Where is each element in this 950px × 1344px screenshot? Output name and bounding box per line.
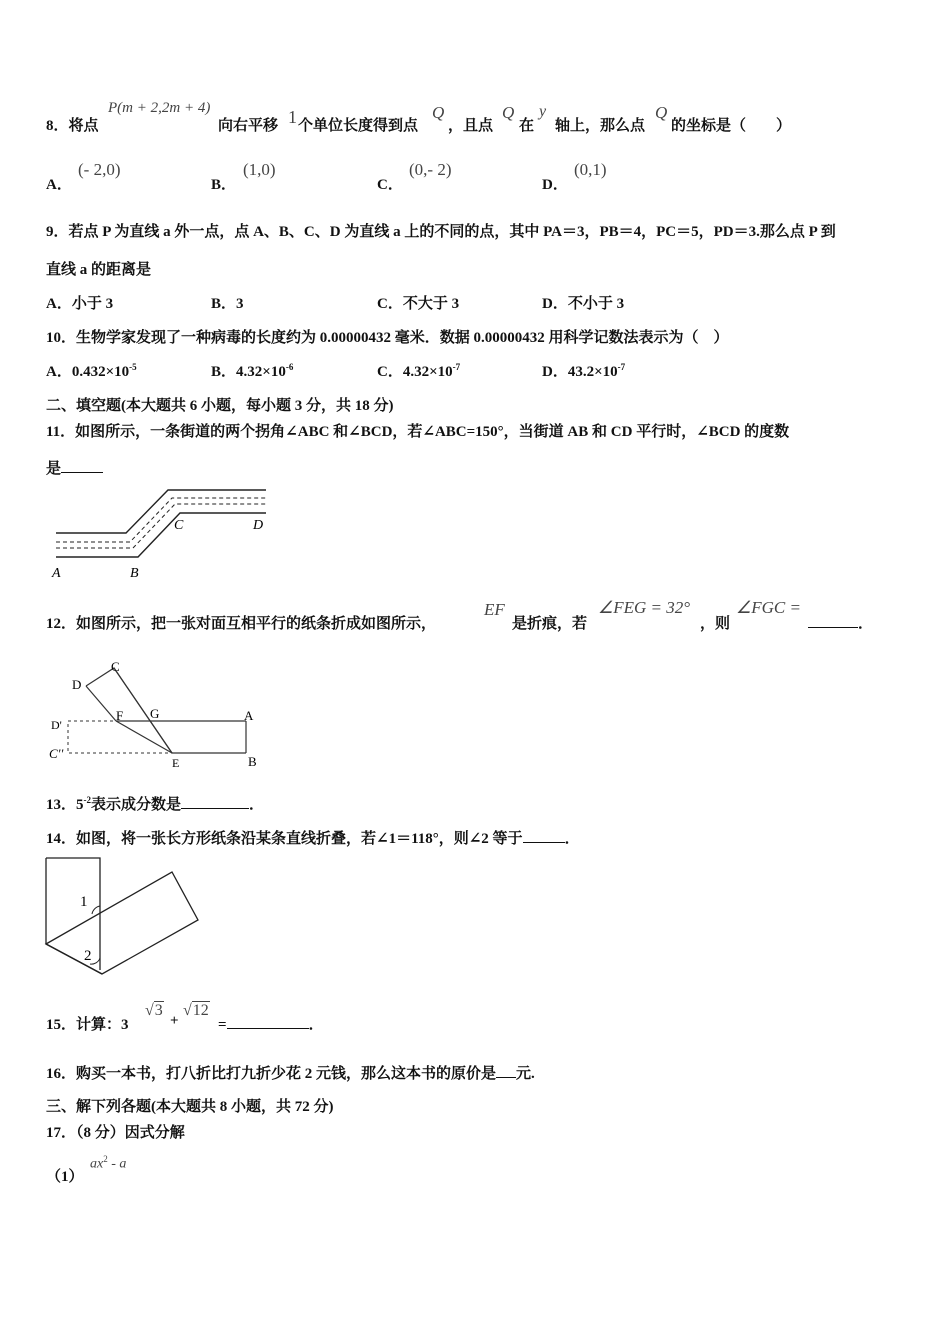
q15-root-3: √3 [145,1002,163,1019]
q9-line-1: 9．若点 P 为直线 a 外一点，点 A、B、C、D 为直线 a 上的不同的点，其中 PA＝3，PB＝4，PC＝5，PD＝3.那么点 P 到 [46,224,836,240]
q8-line: 8．将点 [46,118,99,134]
q15-answer: = ． [218,1013,324,1034]
q15-plus: + [170,1013,179,1029]
q16-line: 16．购买一本书，打八折比打九折少花 2 元钱，那么这本书的原价是 元. [46,1062,535,1083]
q11-line-1: 11．如图所示，一条街道的两个拐角∠ABC 和∠BCD，若∠ABC=150°，当街道 AB 和 CD 平行时，∠BCD 的度数 [46,424,790,440]
q8-option-a-value: (- 2,0) [78,160,121,179]
q11-label-a: A [52,566,61,581]
q10-option-a: A．$0.432\times 10^{-5}$ [46,362,137,380]
q11-answer-blank[interactable] [61,458,103,473]
q10-option-b: B．$4.32\times 10^{-6}$ [211,362,294,380]
q14-angle-1-label: 1 [80,894,88,910]
q10-option-c: C．$4.32\times 10^{-7}$ [377,362,461,380]
q8-option-b-label: B． [211,177,237,193]
q14-angle-2-label: 2 [84,948,92,964]
q12-ask: ∠FGC = [736,598,801,617]
q9-option-a: A．小于 3 [46,296,114,312]
q8-text-2: 向右平移 [218,118,279,134]
q15-root-12: √12 [183,1002,209,1019]
q12-condition: ∠FEG = 32° [598,598,691,617]
q8-option-a-label: A． [46,177,72,193]
q17-expression: $ax^2$ - a [90,1154,127,1172]
q8-option-d-label: D． [542,177,568,193]
q12-label-d: D [72,677,82,692]
q8-y: y [539,103,547,120]
q8-text-5: 在 [519,118,535,134]
q11-label-b: B [130,566,139,581]
q14-line: 14．如图，将一张长方形纸条沿某条直线折叠，若∠1＝118°，则∠2 等于 ． [46,827,580,848]
q14-answer-blank[interactable] [523,828,565,843]
section-2-heading: 二、填空题(本大题共 6 小题，每小题 3 分，共 18 分) [46,398,394,414]
q9-option-b: B．3 [211,296,244,312]
q8-Q-1: Q [432,103,445,122]
q8-text-3: 个单位长度得到点 [298,118,419,134]
q12-label-e: E [172,756,180,770]
q8-text-7: 的坐标是（ ） [671,118,792,134]
q8-amount: 1 [288,107,297,127]
q8-Q-2: Q [502,103,515,122]
q12-label-a: A [244,708,254,723]
q9-option-c: C．不大于 3 [377,296,460,312]
q10-text: 10．生物学家发现了一种病毒的长度约为 0.00000432 毫米．数据 0.00000432 用科学记数法表示为（ ） [46,330,729,346]
q8-option-d-value: (0,1) [574,160,607,179]
q12-label-b: B [248,754,257,769]
q12-label-d-prime: D' [51,718,62,732]
q12-folded-strip-figure [46,658,276,773]
q8-point-expr: P(m + 2,2m + 4) [108,100,211,116]
q12-answer-blank[interactable] [808,613,858,628]
q8-option-b-value: (1,0) [243,160,276,179]
q11-street-figure [46,485,276,585]
q12-label-c: C [111,659,120,674]
q8-Q-3: Q [655,103,668,122]
q12-label-c-double-prime: C'' [49,746,64,761]
q11-line-2: 是 [46,457,103,478]
q12-ef: EF [484,600,505,619]
q12-answer: ． [808,612,873,633]
q14-folded-rectangle-figure [40,852,205,982]
q8-text-6: 轴上，那么点 [555,118,646,134]
q9-line-2: 直线 a 的距离是 [46,262,152,278]
q8-text-4: ，且点 [448,118,494,134]
q13-answer-blank[interactable] [181,794,249,809]
q17-sub-1: （1） [46,1169,84,1185]
q15-answer-blank[interactable] [227,1014,309,1029]
q12-label-f: F [116,708,124,723]
q9-option-d: D．不小于 3 [542,296,625,312]
q12-text-1: 12．如图所示，把一张对面互相平行的纸条折成如图所示， [46,616,437,632]
q11-label-d: D [253,518,264,533]
section-3-heading: 三、解下列各题(本大题共 8 小题，共 72 分) [46,1099,334,1115]
q13-line: 13．$5^{-2}$表示成分数是 ． [46,795,265,813]
q12-text-3: ，则 [700,616,731,632]
q15-text: 15．计算：3 [46,1017,129,1033]
q11-label-c: C [174,518,184,533]
q8-option-c-label: C． [377,177,403,193]
q17-title: 17．（8 分）因式分解 [46,1125,185,1141]
q12-label-g: G [150,706,160,721]
q16-answer-blank[interactable] [496,1063,516,1078]
q8-option-c-value: (0,- 2) [409,160,452,179]
q12-text-2: 是折痕，若 [512,616,588,632]
q10-option-d: D．$43.2\times 10^{-7}$ [542,362,626,380]
